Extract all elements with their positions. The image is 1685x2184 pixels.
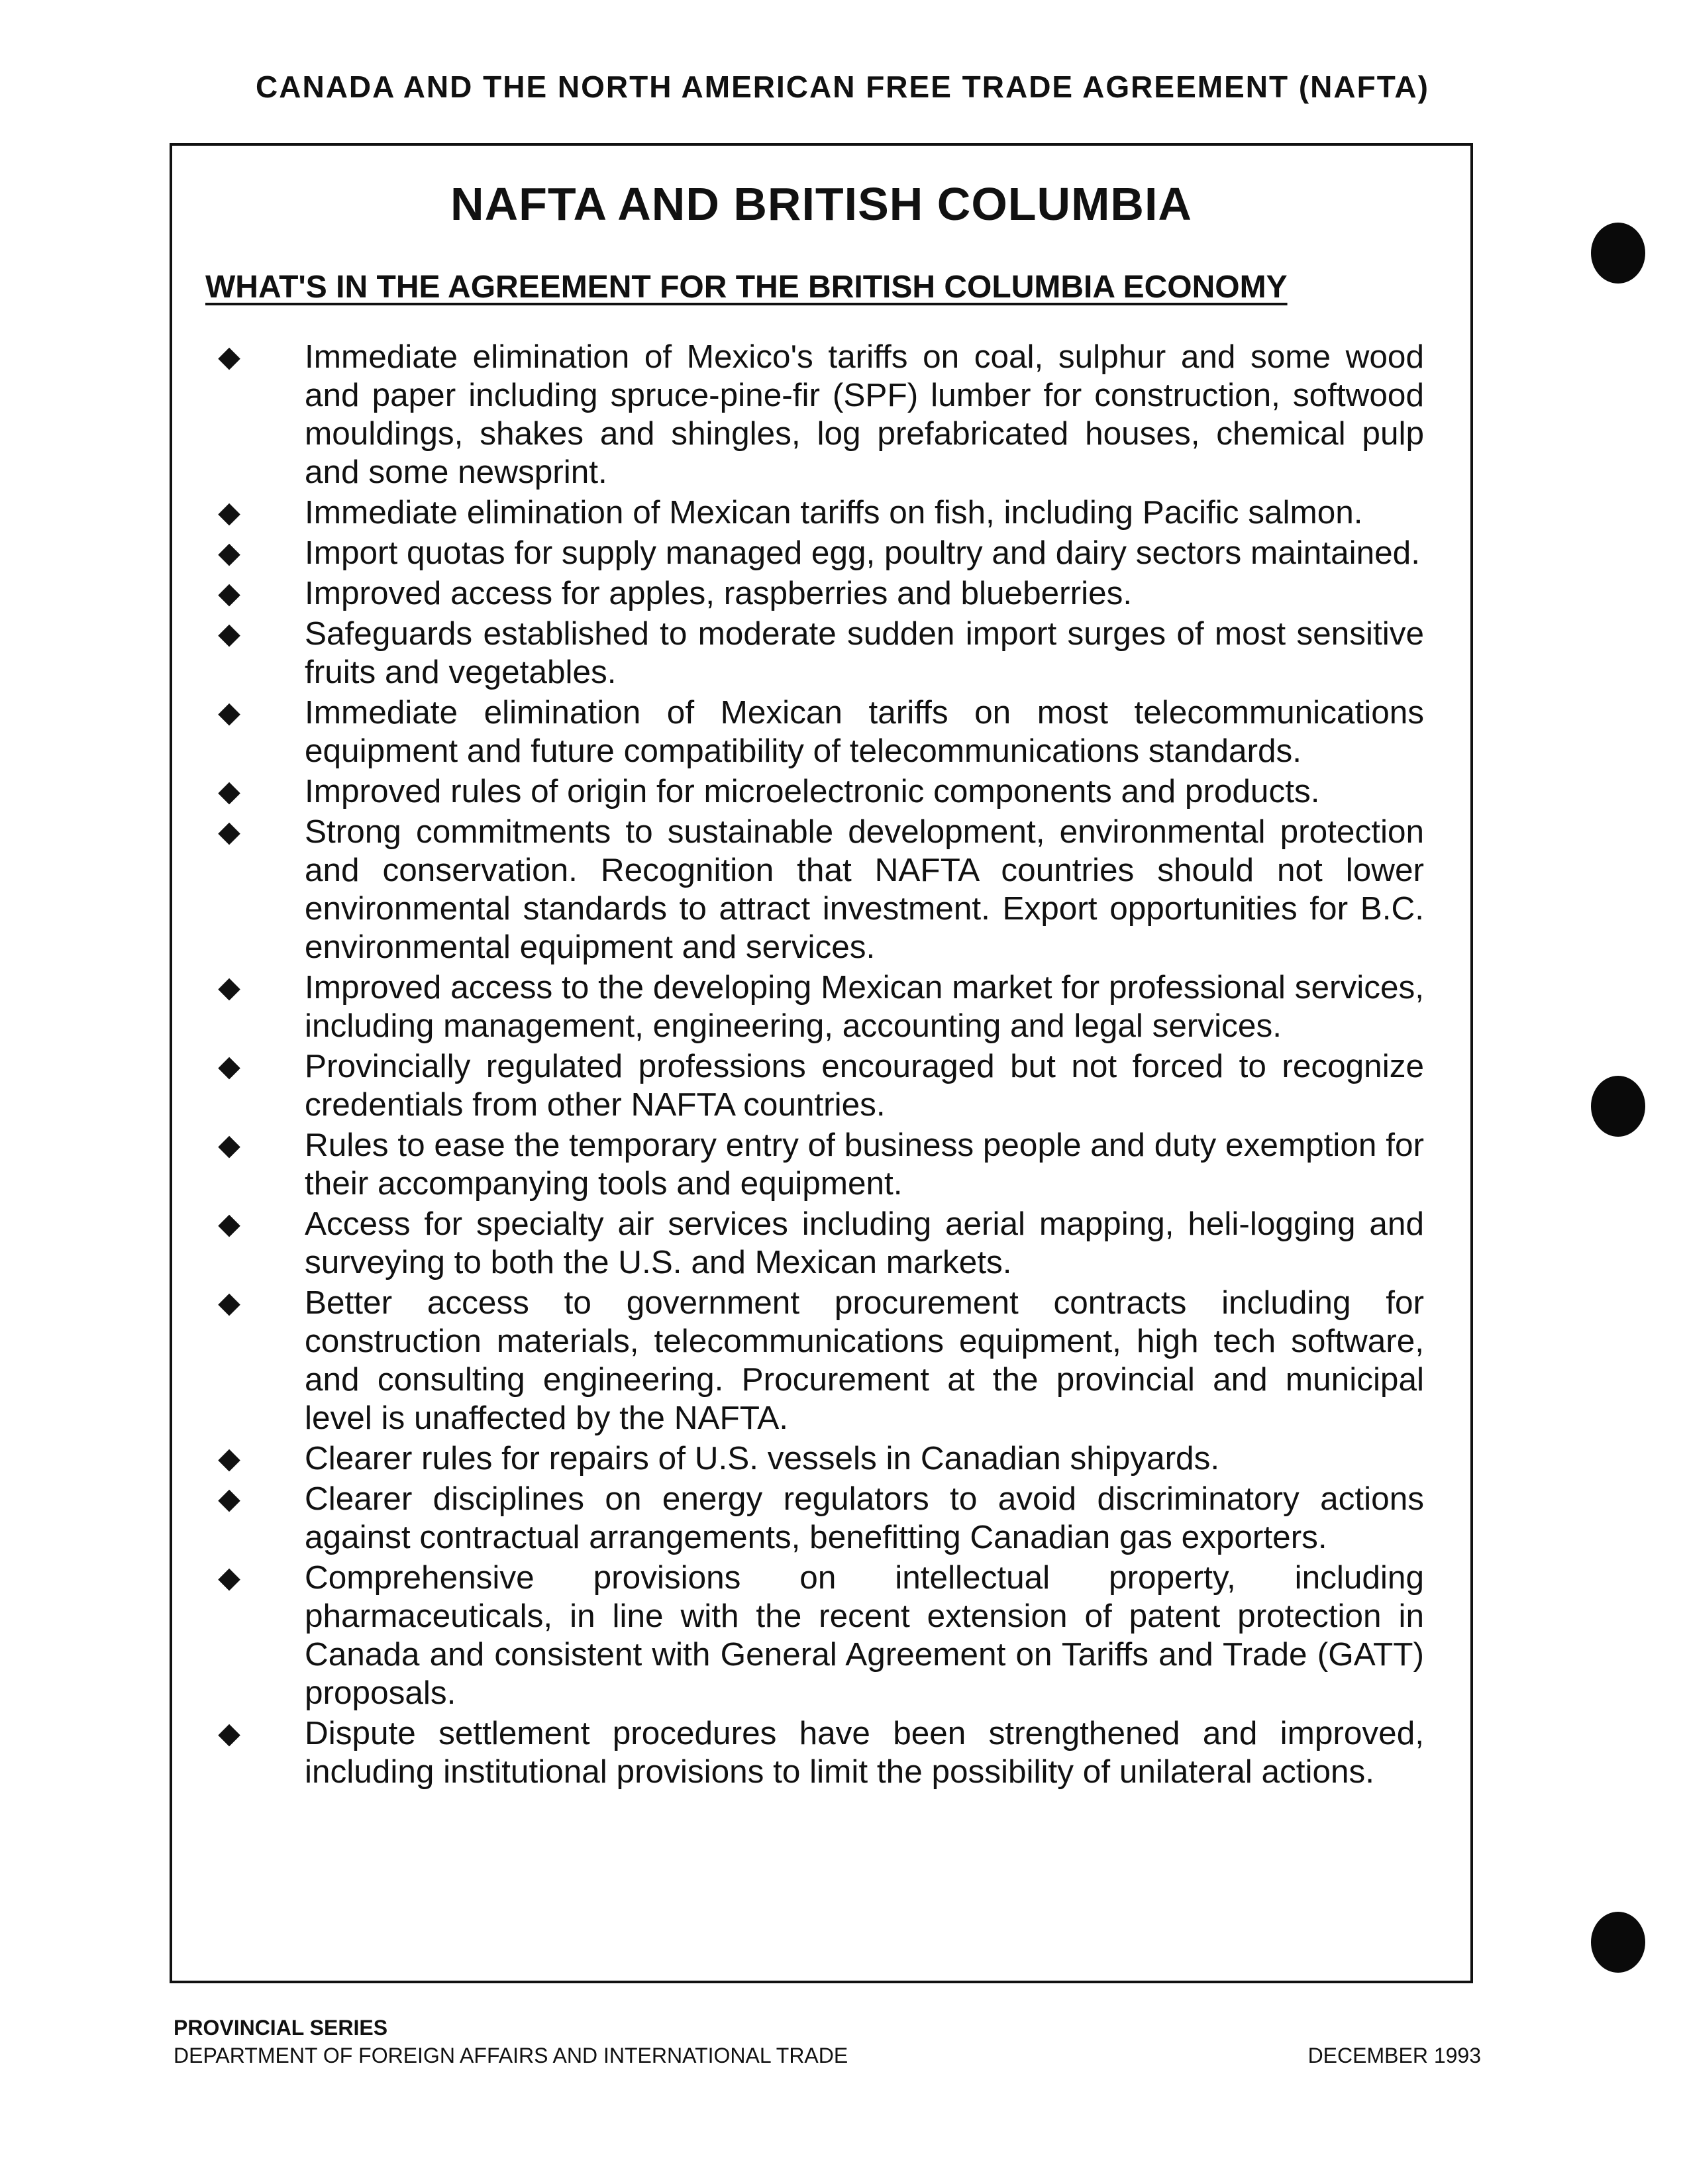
bullet-item [205,574,1424,613]
footer-date: DECEMBER 1993 [1307,2044,1481,2067]
bullet-text: Clearer disciplines on energy regulators to avoid discriminatory actions against contractual arrangements, benefitting Canadian gas exporters. [305,1481,1424,1555]
diamond-bullet-icon: ◆ [218,617,240,650]
diamond-bullet-icon: ◆ [218,775,240,807]
bullet-item [205,1126,1424,1203]
bullet-text: Immediate elimination of Mexican tariffs on most telecommunications equipment and future compatibility of telecommunications standards. [305,694,1424,769]
diamond-bullet-icon: ◆ [218,1442,240,1475]
running-header: CANADA AND THE NORTH AMERICAN FREE TRADE AGREEMENT (NAFTA) [256,70,1429,104]
bullet-item [205,1284,1424,1437]
bullet-item [205,1480,1424,1557]
diamond-bullet-icon: ◆ [218,496,240,529]
bullet-list [205,338,1424,1793]
bullet-text: Import quotas for supply managed egg, poultry and dairy sectors maintained. [305,535,1420,571]
bullet-text: Improved access to the developing Mexican market for professional services, including management, engineering, accounting and legal services. [305,969,1424,1044]
diamond-bullet-icon: ◆ [218,1717,240,1749]
bullet-item [205,694,1424,770]
page-title: NAFTA AND BRITISH COLUMBIA [450,178,1192,230]
bullet-text: Safeguards established to moderate sudden import surges of most sensitive fruits and vegetables. [305,615,1424,690]
bullet-text: Provincially regulated professions encouraged but not forced to recognize credentials from other NAFTA countries. [305,1048,1424,1123]
punch-hole-top [1591,223,1645,284]
bullet-item [205,1559,1424,1712]
punch-hole-middle [1591,1076,1645,1137]
diamond-bullet-icon: ◆ [218,696,240,729]
diamond-bullet-icon: ◆ [218,1561,240,1594]
bullet-text: Clearer rules for repairs of U.S. vessels in Canadian shipyards. [305,1440,1220,1477]
bullet-text: Immediate elimination of Mexico's tariffs on coal, sulphur and some wood and paper including spruce-pine-fir (SPF) lumber for construction, softwood mouldings, shakes and shingles, log prefabricated houses, chemical pulp and some newsprint. [305,338,1424,490]
diamond-bullet-icon: ◆ [218,1050,240,1082]
diamond-bullet-icon: ◆ [218,1129,240,1161]
footer-series: PROVINCIAL SERIES [174,2016,388,2040]
section-subtitle: WHAT'S IN THE AGREEMENT FOR THE BRITISH COLUMBIA ECONOMY [205,270,1288,305]
diamond-bullet-icon: ◆ [218,537,240,569]
bullet-item [205,1047,1424,1124]
diamond-bullet-icon: ◆ [218,1208,240,1240]
bullet-text: Comprehensive provisions on intellectual property, including pharmaceuticals, in line with the recent extension of patent protection in Canada and consistent with General Agreement on Tariffs and Trade (GATT) proposals. [305,1559,1424,1711]
bullet-text: Improved rules of origin for microelectronic components and products. [305,773,1320,809]
bullet-text: Strong commitments to sustainable development, environmental protection and conservation. Recognition that NAFTA countries should not lower environmental standards to attract investment. Export opportunities for B.C. environmental equipment and services. [305,813,1424,965]
diamond-bullet-icon: ◆ [218,340,240,373]
bullet-item [205,1205,1424,1282]
diamond-bullet-icon: ◆ [218,1286,240,1319]
bullet-text: Access for specialty air services including aerial mapping, heli-logging and surveying to both the U.S. and Mexican markets. [305,1206,1424,1280]
footer-department: DEPARTMENT OF FOREIGN AFFAIRS AND INTERNATIONAL TRADE [174,2044,848,2067]
diamond-bullet-icon: ◆ [218,1482,240,1515]
bullet-item [205,968,1424,1045]
bullet-text: Immediate elimination of Mexican tariffs on fish, including Pacific salmon. [305,494,1363,531]
content-frame [170,143,1473,1983]
bullet-item [205,813,1424,966]
bullet-text: Rules to ease the temporary entry of business people and duty exemption for their accompanying tools and equipment. [305,1127,1424,1202]
bullet-item [205,772,1424,811]
bullet-text: Better access to government procurement contracts including for construction materials, telecommunications equipment, high tech software, and consulting engineering. Procurement at the provincial and municipal level is unaffected by the NAFTA. [305,1284,1424,1436]
bullet-item [205,338,1424,492]
bullet-item [205,615,1424,692]
bullet-text: Improved access for apples, raspberries and blueberries. [305,575,1133,611]
diamond-bullet-icon: ◆ [218,815,240,848]
bullet-item [205,494,1424,532]
diamond-bullet-icon: ◆ [218,971,240,1004]
bullet-text: Dispute settlement procedures have been strengthened and improved, including institutional provisions to limit the possibility of unilateral actions. [305,1715,1424,1790]
bullet-item [205,1714,1424,1791]
diamond-bullet-icon: ◆ [218,577,240,609]
footer-left [174,2014,848,2069]
bullet-item [205,1439,1424,1478]
bullet-item [205,534,1424,572]
punch-hole-bottom [1591,1912,1645,1973]
